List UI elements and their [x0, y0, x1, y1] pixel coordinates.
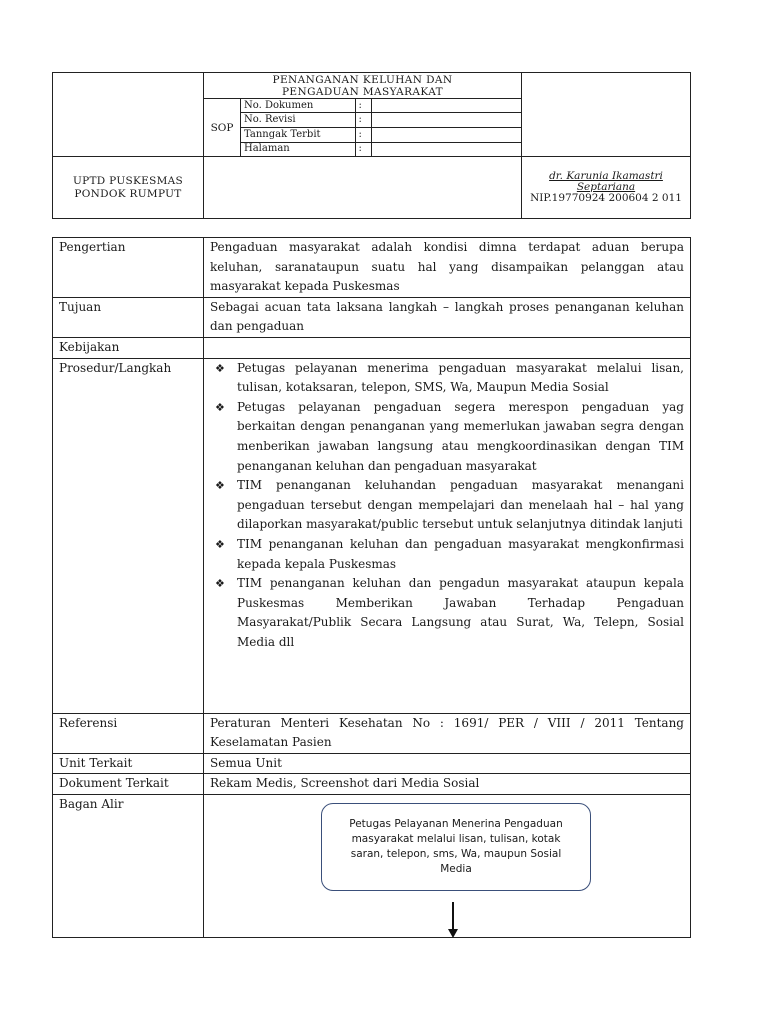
- meta-sep: :: [355, 142, 371, 156]
- logo-cell: [53, 73, 204, 157]
- content-table: [52, 237, 691, 938]
- down-arrow-icon: [448, 902, 458, 938]
- meta-row: [241, 113, 521, 128]
- diamond-bullet-icon: ❖: [215, 537, 225, 551]
- procedure-list: [210, 359, 684, 653]
- signature-cell: [522, 157, 691, 219]
- doc-title-line1: PENANGANAN KELUHAN DAN: [272, 74, 453, 86]
- row-label: Dokument Terkait: [53, 774, 204, 795]
- flowchart-cell: [204, 794, 691, 937]
- meta-table: [241, 99, 521, 156]
- row-kebijakan: [53, 337, 691, 358]
- meta-label: No. Revisi: [241, 113, 355, 128]
- meta-label: Tanngak Terbit: [241, 127, 355, 142]
- meta-value: [371, 127, 521, 142]
- row-label: Pengertian: [53, 238, 204, 298]
- flowchart-box: Petugas Pelayanan Menerina Pengaduan masyarakat melalui lisan, tulisan, kotak saran, telepon, sms, Wa, maupun Sosial Media: [321, 803, 591, 891]
- meta-row: [241, 142, 521, 156]
- step-text: TIM penanganan keluhandan pengaduan masyarakat menangani pengaduan tersebut dengan mempelajari dan menelaah hal – hal yang dilaporkan masyarakat/public tersebut untuk selanjutnya ditindak lanjuti: [237, 478, 684, 532]
- organization-cell: [53, 157, 204, 219]
- diamond-bullet-icon: ❖: [215, 361, 225, 375]
- row-value: [204, 337, 691, 358]
- diamond-bullet-icon: ❖: [215, 479, 225, 493]
- step-text: Petugas pelayanan menerima pengaduan masyarakat melalui lisan, tulisan, kotaksaran, telepon, SMS, Wa, Maupun Media Sosial: [237, 360, 684, 395]
- row-label: Unit Terkait: [53, 753, 204, 774]
- row-tujuan: [53, 297, 691, 337]
- corner-cell: [522, 73, 691, 157]
- row-value: Rekam Medis, Screenshot dari Media Sosial: [204, 774, 691, 795]
- org-line1: UPTD PUSKESMAS: [72, 174, 184, 187]
- row-value: [204, 358, 691, 713]
- row-referensi: [53, 713, 691, 753]
- meta-label: No. Dokumen: [241, 99, 355, 113]
- sop-label: SOP: [204, 99, 241, 156]
- meta-label: Halaman: [241, 142, 355, 156]
- diamond-bullet-icon: ❖: [215, 577, 225, 591]
- doc-title-line2: PENGADUAN MASYARAKAT: [281, 86, 444, 98]
- row-label: Referensi: [53, 713, 204, 753]
- row-unit-terkait: [53, 753, 691, 774]
- meta-value: [371, 99, 521, 113]
- signer-name-line2: Septariana: [576, 181, 636, 193]
- title-cell: [204, 73, 522, 157]
- procedure-step: [215, 398, 684, 476]
- row-prosedur: [53, 358, 691, 713]
- signer-name-line1: dr. Karunia Ikamastri: [549, 170, 663, 182]
- header-table: [52, 72, 691, 219]
- blank-cell: [204, 157, 522, 219]
- org-line2: PONDOK RUMPUT: [74, 187, 182, 200]
- diamond-bullet-icon: ❖: [215, 400, 225, 414]
- step-text: TIM penanganan keluhan dan pengaduan masyarakat mengkonfirmasi kepada kepala Puskesmas: [237, 536, 684, 571]
- procedure-step: [215, 359, 684, 398]
- row-value: Peraturan Menteri Kesehatan No : 1691/ PER / VIII / 2011 Tentang Keselamatan Pasien: [204, 713, 691, 753]
- meta-row: [241, 99, 521, 113]
- row-label: Bagan Alir: [53, 794, 204, 937]
- step-text: Petugas pelayanan pengaduan segera merespon pengaduan yag berkaitan dengan penanganan yang memerlukan jawaban segra dengan menberikan jawaban langsung atau mengkoordinasikan dengan TIM penanganan keluhan dan pengaduan masyarakat: [237, 399, 684, 473]
- row-value: Sebagai acuan tata laksana langkah – langkah proses penanganan keluhan dan pengaduan: [204, 297, 691, 337]
- row-value: Semua Unit: [204, 753, 691, 774]
- signer-nip: NIP.19770924 200604 2 011: [530, 192, 682, 204]
- row-pengertian: [53, 238, 691, 298]
- meta-row: [241, 127, 521, 142]
- procedure-step: [215, 535, 684, 574]
- meta-sep: :: [355, 113, 371, 128]
- row-value: Pengaduan masyarakat adalah kondisi dimna terdapat aduan berupa keluhan, saranataupun suatu hal yang disampaikan pelanggan atau masyarakat kepada Puskesmas: [204, 238, 691, 298]
- row-dokumen-terkait: [53, 774, 691, 795]
- row-bagan-alir: [53, 794, 691, 937]
- flowchart: [204, 795, 690, 937]
- meta-sep: :: [355, 99, 371, 113]
- procedure-step: [215, 574, 684, 652]
- procedure-step: [215, 476, 684, 535]
- step-text: TIM penanganan keluhan dan pengadun masyarakat ataupun kepala Puskesmas Memberikan Jawaban Terhadap Pengaduan Masyarakat/Publik Secara Langsung atau Surat, Wa, Telepn, Sosial Media dll: [237, 576, 684, 649]
- row-label: Kebijakan: [53, 337, 204, 358]
- meta-value: [371, 113, 521, 128]
- meta-value: [371, 142, 521, 156]
- meta-sep: :: [355, 127, 371, 142]
- row-label: Tujuan: [53, 297, 204, 337]
- row-label: Prosedur/Langkah: [53, 358, 204, 713]
